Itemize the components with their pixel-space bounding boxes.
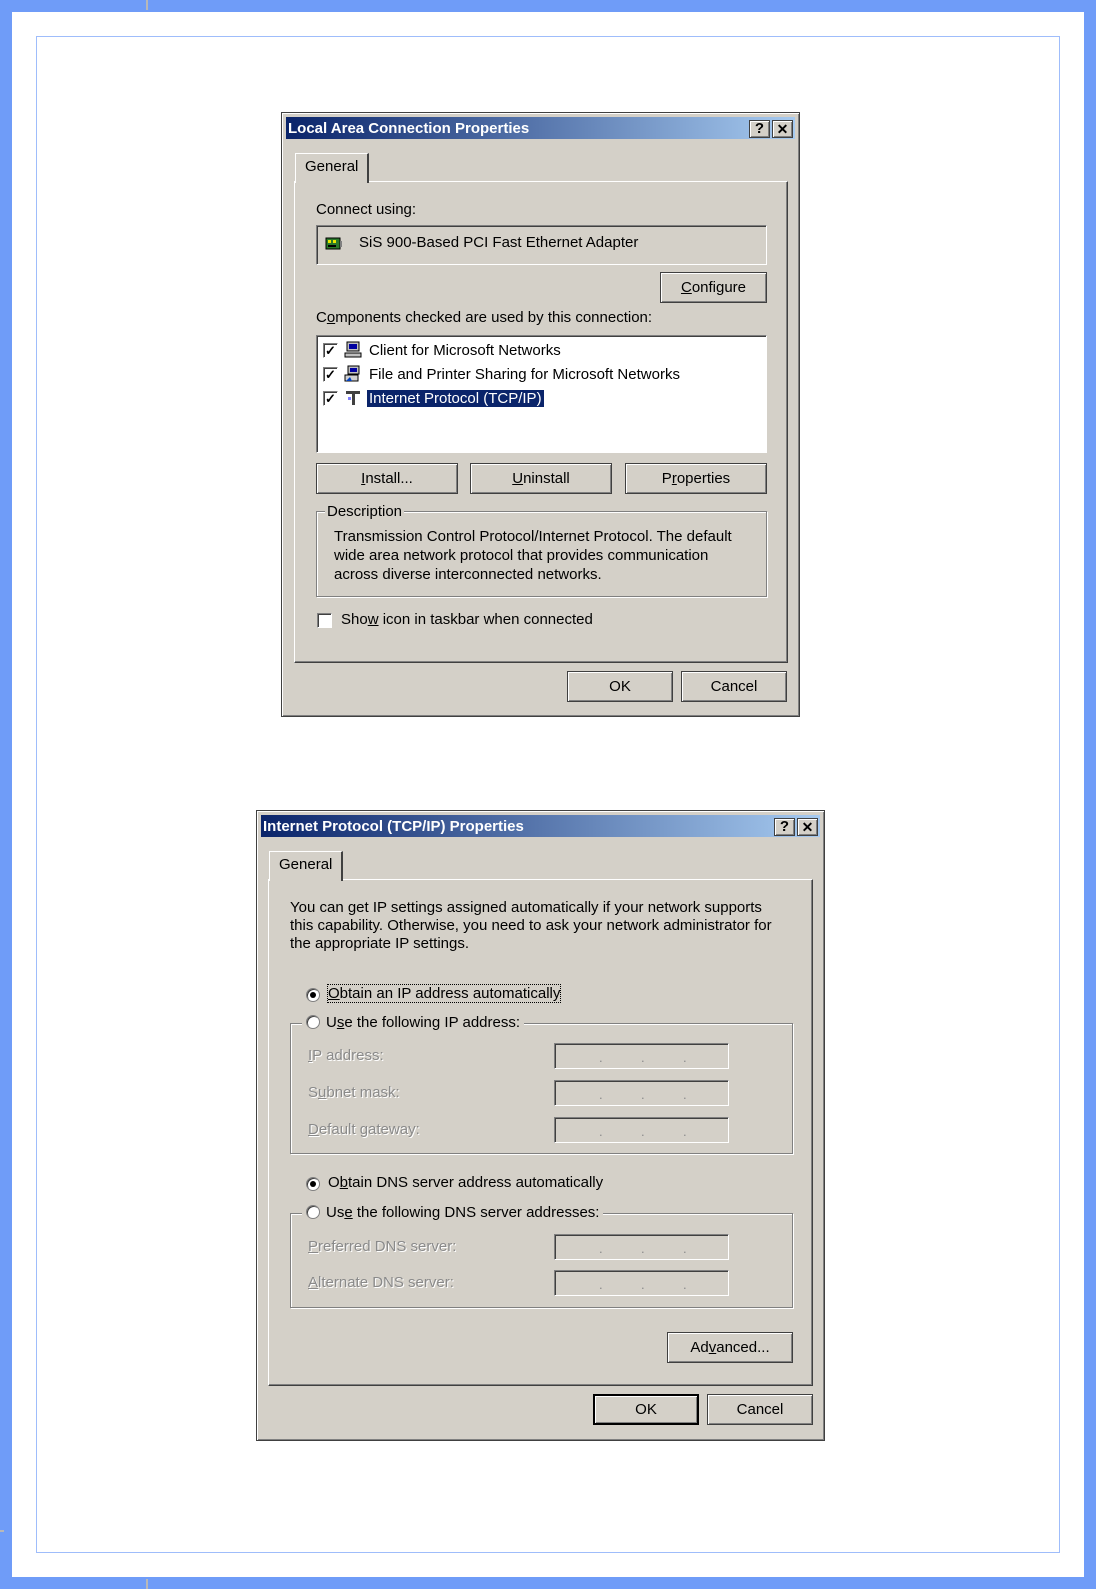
tab-general[interactable]: General xyxy=(269,851,343,881)
ip-address-label: IP address: xyxy=(308,1047,384,1064)
description-line: Transmission Control Protocol/Internet Protocol. The default xyxy=(334,528,732,545)
list-item[interactable] xyxy=(323,364,753,386)
components-list[interactable] xyxy=(316,335,767,453)
description-legend: Description xyxy=(327,503,403,520)
ok-button[interactable]: OK xyxy=(593,1394,699,1425)
component-label: File and Printer Sharing for Microsoft Networks xyxy=(369,366,680,383)
component-checkbox[interactable]: ✓ xyxy=(323,391,338,406)
network-client-icon xyxy=(344,341,362,359)
configure-button[interactable]: Configure xyxy=(660,272,767,303)
dialog-title: Internet Protocol (TCP/IP) Properties xyxy=(263,818,524,835)
default-gateway-field[interactable]: . . . xyxy=(554,1117,729,1143)
properties-button[interactable]: Properties xyxy=(625,463,767,494)
component-label-selected: Internet Protocol (TCP/IP) xyxy=(369,390,542,407)
cancel-button[interactable]: Cancel xyxy=(707,1394,813,1425)
obtain-ip-radio[interactable] xyxy=(306,988,320,1002)
obtain-ip-label[interactable]: Obtain an IP address automatically xyxy=(328,985,561,1002)
use-dns-legend: Use the following DNS server addresses: xyxy=(302,1204,603,1221)
cancel-button[interactable]: Cancel xyxy=(681,671,787,702)
alternate-dns-label: Alternate DNS server: xyxy=(308,1274,454,1291)
close-button[interactable]: ✕ xyxy=(797,818,818,836)
local-area-connection-dialog xyxy=(281,112,800,717)
network-adapter-icon xyxy=(325,235,343,253)
show-icon-label: Show icon in taskbar when connected xyxy=(341,611,593,628)
list-item[interactable] xyxy=(323,388,753,410)
preferred-dns-label: Preferred DNS server: xyxy=(308,1238,457,1255)
description-line: across diverse interconnected networks. xyxy=(334,566,602,583)
help-button[interactable]: ? xyxy=(749,120,770,138)
protocol-icon xyxy=(344,389,362,407)
component-checkbox[interactable]: ✓ xyxy=(323,367,338,382)
intro-line: the appropriate IP settings. xyxy=(290,935,470,952)
subnet-mask-label: Subnet mask: xyxy=(308,1084,400,1101)
show-icon-checkbox[interactable] xyxy=(317,613,332,628)
close-button[interactable]: ✕ xyxy=(772,120,793,138)
install-button[interactable]: Install... xyxy=(316,463,458,494)
default-gateway-label: Default gateway: xyxy=(308,1121,420,1138)
title-bar xyxy=(286,117,795,139)
component-checkbox[interactable]: ✓ xyxy=(323,343,338,358)
adapter-name: SiS 900-Based PCI Fast Ethernet Adapter xyxy=(359,234,639,251)
advanced-button[interactable]: Advanced... xyxy=(667,1332,793,1363)
component-label: Client for Microsoft Networks xyxy=(369,342,561,359)
adapter-display xyxy=(316,225,767,265)
uninstall-button[interactable]: Uninstall xyxy=(470,463,612,494)
list-item[interactable] xyxy=(323,340,753,362)
use-dns-radio[interactable] xyxy=(306,1205,320,1219)
description-line: wide area network protocol that provides communication xyxy=(334,547,709,564)
edge-mark xyxy=(146,1579,148,1589)
dialog-title: Local Area Connection Properties xyxy=(288,120,530,137)
configure-label: onfigure xyxy=(691,279,747,296)
use-ip-radio[interactable] xyxy=(306,1015,320,1029)
edge-mark xyxy=(0,1530,4,1532)
tab-general[interactable]: General xyxy=(295,153,369,183)
obtain-dns-radio[interactable] xyxy=(306,1177,320,1191)
use-ip-legend: Use the following IP address: xyxy=(302,1014,524,1031)
alternate-dns-field[interactable]: . . . xyxy=(554,1270,729,1296)
preferred-dns-field[interactable]: . . . xyxy=(554,1234,729,1260)
intro-line: You can get IP settings assigned automatically if your network supports xyxy=(290,899,762,916)
subnet-mask-field[interactable]: . . . xyxy=(554,1080,729,1106)
ok-button[interactable]: OK xyxy=(567,671,673,702)
components-label: Components checked are used by this connection: xyxy=(316,309,653,326)
ip-address-field[interactable]: . . . xyxy=(554,1043,729,1069)
tcpip-properties-dialog xyxy=(256,810,825,1441)
intro-line: this capability. Otherwise, you need to ask your network administrator for xyxy=(290,917,772,934)
connect-using-label: Connect using: xyxy=(316,201,417,218)
title-bar xyxy=(261,815,820,837)
edge-mark xyxy=(146,0,148,10)
file-printer-sharing-icon xyxy=(344,365,362,383)
obtain-dns-label[interactable]: Obtain DNS server address automatically xyxy=(328,1174,604,1191)
help-button[interactable]: ? xyxy=(774,818,795,836)
